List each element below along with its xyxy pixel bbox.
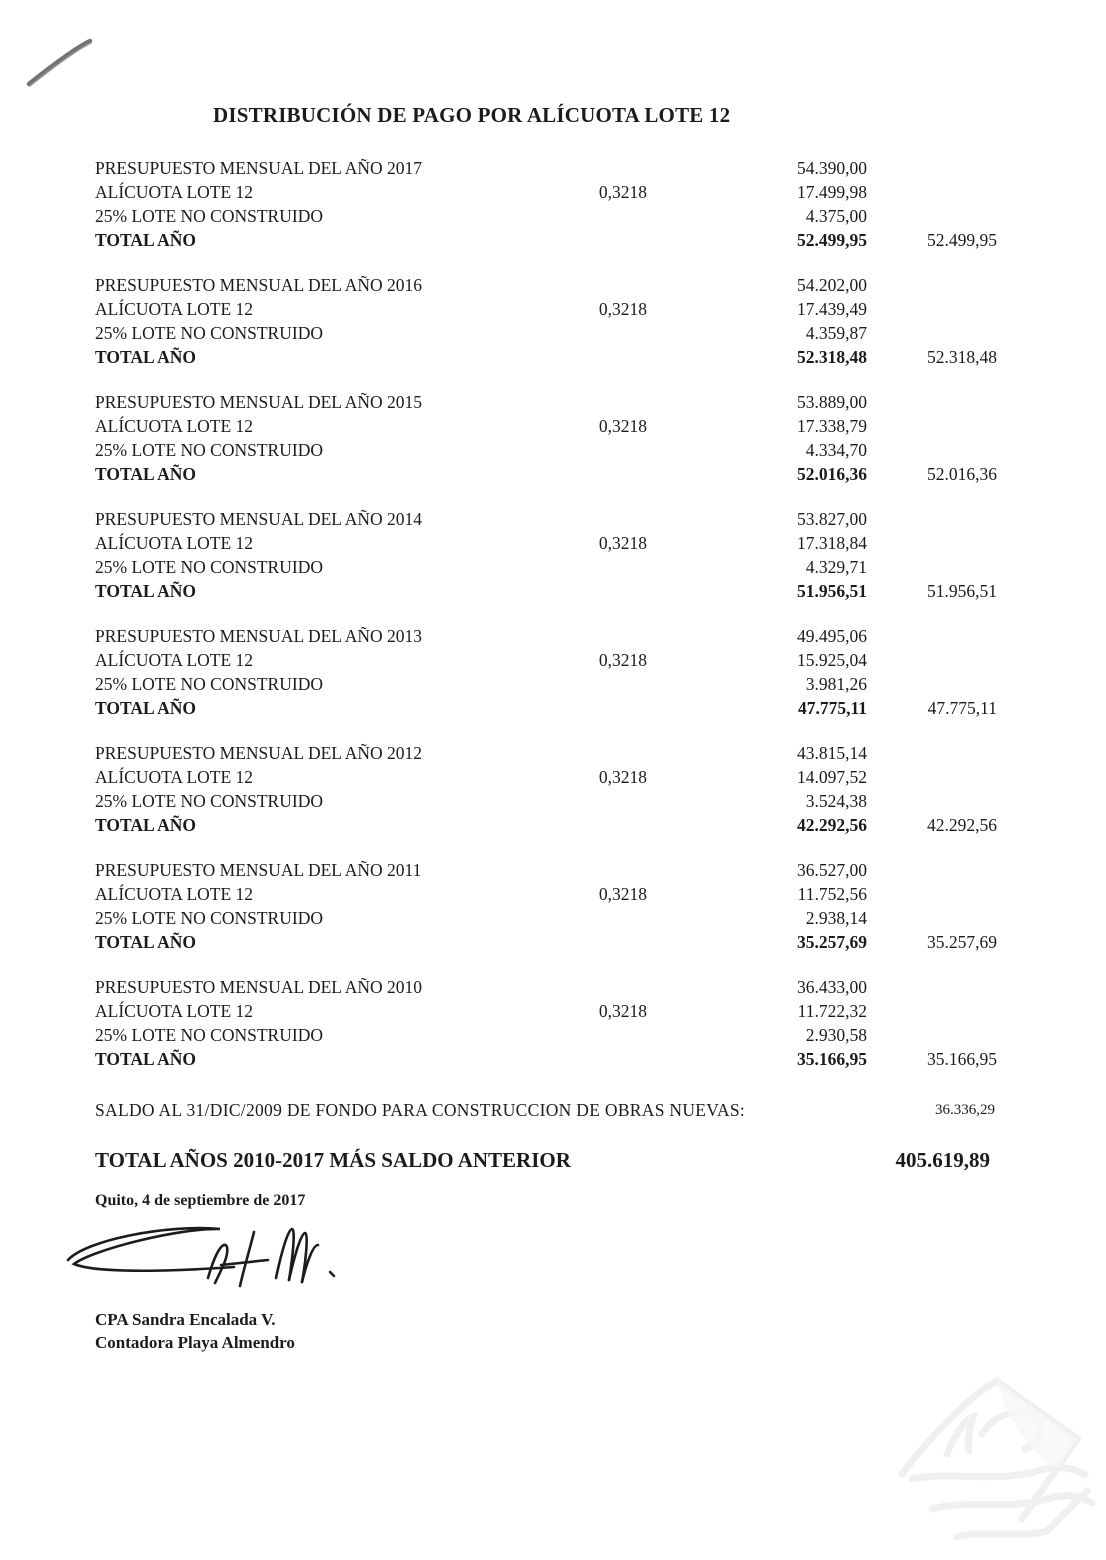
year-block bbox=[95, 624, 997, 720]
grand-total-value: 405.619,89 bbox=[895, 1148, 990, 1172]
presupuesto-value: 36.433,00 bbox=[797, 977, 867, 997]
carry-cell-empty bbox=[867, 414, 997, 438]
carry-cell-empty bbox=[867, 624, 997, 648]
factor-cell-empty bbox=[492, 507, 647, 531]
lote-no-construido-value: 4.359,87 bbox=[805, 323, 867, 343]
carry-cell-empty bbox=[867, 156, 997, 180]
alicuota-value: 17.338,79 bbox=[797, 416, 867, 436]
presupuesto-value: 53.889,00 bbox=[797, 392, 867, 412]
presupuesto-row bbox=[95, 624, 997, 648]
carry-cell-empty bbox=[867, 741, 997, 765]
factor-cell-empty bbox=[492, 228, 647, 252]
total-ano-label: TOTAL AÑO bbox=[95, 815, 196, 835]
presupuesto-label: PRESUPUESTO MENSUAL DEL AÑO 2014 bbox=[95, 509, 423, 529]
grand-total-row bbox=[95, 1146, 997, 1174]
lote-no-construido-label: 25% LOTE NO CONSTRUIDO bbox=[95, 1025, 323, 1045]
factor-cell-empty bbox=[492, 204, 647, 228]
lote-no-construido-value: 2.938,14 bbox=[805, 908, 867, 928]
total-ano-row bbox=[95, 1047, 997, 1071]
carry-cell-empty bbox=[867, 180, 997, 204]
alicuota-value: 14.097,52 bbox=[797, 767, 867, 787]
presupuesto-label: PRESUPUESTO MENSUAL DEL AÑO 2011 bbox=[95, 860, 422, 880]
total-ano-label: TOTAL AÑO bbox=[95, 698, 196, 718]
lote-no-construido-value: 2.930,58 bbox=[805, 1025, 867, 1045]
lote-no-construido-label: 25% LOTE NO CONSTRUIDO bbox=[95, 557, 323, 577]
year-block bbox=[95, 273, 997, 369]
presupuesto-row bbox=[95, 975, 997, 999]
lote-no-construido-label: 25% LOTE NO CONSTRUIDO bbox=[95, 323, 323, 343]
factor-cell-empty bbox=[492, 624, 647, 648]
factor-cell-empty bbox=[492, 789, 647, 813]
presupuesto-value: 54.202,00 bbox=[797, 275, 867, 295]
presupuesto-value: 36.527,00 bbox=[797, 860, 867, 880]
lote-no-construido-row bbox=[95, 555, 997, 579]
total-ano-value: 35.166,95 bbox=[797, 1049, 867, 1069]
carry-cell-empty bbox=[867, 273, 997, 297]
carry-cell-empty bbox=[867, 765, 997, 789]
factor-cell-empty bbox=[492, 579, 647, 603]
year-block bbox=[95, 507, 997, 603]
factor-cell-empty bbox=[492, 906, 647, 930]
total-carry-value: 52.318,48 bbox=[927, 347, 997, 367]
total-ano-value: 42.292,56 bbox=[797, 815, 867, 835]
lote-no-construido-label: 25% LOTE NO CONSTRUIDO bbox=[95, 908, 323, 928]
lote-no-construido-value: 4.334,70 bbox=[805, 440, 867, 460]
factor-cell-empty bbox=[492, 555, 647, 579]
alicuota-value: 17.439,49 bbox=[797, 299, 867, 319]
total-ano-value: 51.956,51 bbox=[797, 581, 867, 601]
lote-no-construido-value: 3.524,38 bbox=[805, 791, 867, 811]
alicuota-label: ALÍCUOTA LOTE 12 bbox=[95, 884, 254, 904]
total-ano-label: TOTAL AÑO bbox=[95, 230, 196, 250]
factor-value: 0,3218 bbox=[598, 533, 647, 553]
alicuota-label: ALÍCUOTA LOTE 12 bbox=[95, 299, 254, 319]
lote-no-construido-value: 4.375,00 bbox=[805, 206, 867, 226]
carry-cell-empty bbox=[867, 999, 997, 1023]
presupuesto-row bbox=[95, 390, 997, 414]
total-ano-value: 52.499,95 bbox=[797, 230, 867, 250]
total-ano-value: 35.257,69 bbox=[797, 932, 867, 952]
lote-no-construido-value: 4.329,71 bbox=[805, 557, 867, 577]
total-ano-value: 52.318,48 bbox=[797, 347, 867, 367]
alicuota-row bbox=[95, 297, 997, 321]
alicuota-row bbox=[95, 414, 997, 438]
total-ano-row bbox=[95, 462, 997, 486]
carry-cell-empty bbox=[867, 531, 997, 555]
total-carry-value: 35.257,69 bbox=[927, 932, 997, 952]
lote-no-construido-label: 25% LOTE NO CONSTRUIDO bbox=[95, 440, 323, 460]
factor-cell-empty bbox=[492, 438, 647, 462]
total-carry-value: 51.956,51 bbox=[927, 581, 997, 601]
factor-cell-empty bbox=[492, 1047, 647, 1071]
factor-cell-empty bbox=[492, 345, 647, 369]
watermark-mark bbox=[887, 1359, 1102, 1554]
alicuota-value: 11.752,56 bbox=[797, 884, 867, 904]
presupuesto-row bbox=[95, 273, 997, 297]
total-ano-row bbox=[95, 813, 997, 837]
saldo-row bbox=[95, 1098, 997, 1122]
total-ano-label: TOTAL AÑO bbox=[95, 581, 196, 601]
lote-no-construido-row bbox=[95, 438, 997, 462]
signer-name: CPA Sandra Encalada V. bbox=[95, 1310, 276, 1329]
year-blocks bbox=[95, 156, 997, 1071]
factor-cell-empty bbox=[492, 390, 647, 414]
carry-cell-empty bbox=[867, 438, 997, 462]
document-body bbox=[95, 156, 997, 1354]
alicuota-row bbox=[95, 180, 997, 204]
factor-value: 0,3218 bbox=[598, 767, 647, 787]
presupuesto-row bbox=[95, 156, 997, 180]
saldo-value: 36.336,29 bbox=[935, 1102, 995, 1118]
carry-cell-empty bbox=[867, 321, 997, 345]
presupuesto-label: PRESUPUESTO MENSUAL DEL AÑO 2015 bbox=[95, 392, 423, 412]
total-carry-value: 52.016,36 bbox=[927, 464, 997, 484]
carry-cell-empty bbox=[867, 555, 997, 579]
presupuesto-row bbox=[95, 507, 997, 531]
factor-value: 0,3218 bbox=[598, 416, 647, 436]
year-block bbox=[95, 858, 997, 954]
carry-cell-empty bbox=[867, 297, 997, 321]
total-ano-label: TOTAL AÑO bbox=[95, 1049, 196, 1069]
factor-value: 0,3218 bbox=[598, 884, 647, 904]
alicuota-label: ALÍCUOTA LOTE 12 bbox=[95, 767, 254, 787]
factor-cell-empty bbox=[492, 696, 647, 720]
lote-no-construido-label: 25% LOTE NO CONSTRUIDO bbox=[95, 791, 323, 811]
lote-no-construido-row bbox=[95, 204, 997, 228]
factor-cell-empty bbox=[492, 813, 647, 837]
total-ano-row bbox=[95, 930, 997, 954]
alicuota-label: ALÍCUOTA LOTE 12 bbox=[95, 416, 254, 436]
total-carry-value: 35.166,95 bbox=[927, 1049, 997, 1069]
total-ano-row bbox=[95, 228, 997, 252]
page-title: DISTRIBUCIÓN DE PAGO POR ALÍCUOTA LOTE 12 bbox=[213, 103, 731, 127]
total-ano-label: TOTAL AÑO bbox=[95, 932, 196, 952]
grand-total-label: TOTAL AÑOS 2010-2017 MÁS SALDO ANTERIOR bbox=[95, 1148, 571, 1172]
saldo-label: SALDO AL 31/DIC/2009 DE FONDO PARA CONSTRUCCION DE OBRAS NUEVAS: bbox=[95, 1100, 746, 1120]
lote-no-construido-row bbox=[95, 1023, 997, 1047]
total-ano-value: 47.775,11 bbox=[797, 698, 867, 718]
presupuesto-row bbox=[95, 741, 997, 765]
carry-cell-empty bbox=[867, 789, 997, 813]
signer-title: Contadora Playa Almendro bbox=[95, 1333, 295, 1352]
total-carry-value: 42.292,56 bbox=[927, 815, 997, 835]
alicuota-row bbox=[95, 765, 997, 789]
alicuota-row bbox=[95, 648, 997, 672]
total-ano-row bbox=[95, 345, 997, 369]
carry-cell-empty bbox=[867, 858, 997, 882]
carry-cell-empty bbox=[867, 672, 997, 696]
presupuesto-label: PRESUPUESTO MENSUAL DEL AÑO 2017 bbox=[95, 158, 423, 178]
factor-cell-empty bbox=[492, 930, 647, 954]
place-date-line: Quito, 4 de septiembre de 2017 bbox=[95, 1192, 306, 1209]
factor-cell-empty bbox=[492, 858, 647, 882]
presupuesto-label: PRESUPUESTO MENSUAL DEL AÑO 2012 bbox=[95, 743, 423, 763]
carry-cell-empty bbox=[867, 975, 997, 999]
presupuesto-label: PRESUPUESTO MENSUAL DEL AÑO 2010 bbox=[95, 977, 423, 997]
year-block bbox=[95, 156, 997, 252]
factor-value: 0,3218 bbox=[598, 650, 647, 670]
lote-no-construido-label: 25% LOTE NO CONSTRUIDO bbox=[95, 674, 323, 694]
factor-cell-empty bbox=[492, 672, 647, 696]
carry-cell-empty bbox=[867, 882, 997, 906]
factor-cell-empty bbox=[492, 321, 647, 345]
total-carry-value: 47.775,11 bbox=[927, 698, 997, 718]
alicuota-row bbox=[95, 882, 997, 906]
year-block bbox=[95, 975, 997, 1071]
alicuota-row bbox=[95, 531, 997, 555]
factor-value: 0,3218 bbox=[598, 299, 647, 319]
total-ano-row bbox=[95, 579, 997, 603]
presupuesto-value: 54.390,00 bbox=[797, 158, 867, 178]
alicuota-value: 15.925,04 bbox=[797, 650, 867, 670]
alicuota-label: ALÍCUOTA LOTE 12 bbox=[95, 1001, 254, 1021]
factor-value: 0,3218 bbox=[598, 1001, 647, 1021]
factor-cell-empty bbox=[492, 462, 647, 486]
factor-cell-empty bbox=[492, 273, 647, 297]
year-block bbox=[95, 390, 997, 486]
carry-cell-empty bbox=[867, 1023, 997, 1047]
factor-value: 0,3218 bbox=[598, 182, 647, 202]
lote-no-construido-value: 3.981,26 bbox=[805, 674, 867, 694]
lote-no-construido-row bbox=[95, 906, 997, 930]
lote-no-construido-row bbox=[95, 789, 997, 813]
carry-cell-empty bbox=[867, 648, 997, 672]
presupuesto-value: 43.815,14 bbox=[797, 743, 867, 763]
total-carry-value: 52.499,95 bbox=[927, 230, 997, 250]
carry-cell-empty bbox=[867, 390, 997, 414]
lote-no-construido-row bbox=[95, 672, 997, 696]
presupuesto-label: PRESUPUESTO MENSUAL DEL AÑO 2016 bbox=[95, 275, 423, 295]
factor-cell-empty bbox=[492, 1023, 647, 1047]
year-block bbox=[95, 741, 997, 837]
factor-cell-empty bbox=[492, 741, 647, 765]
total-ano-label: TOTAL AÑO bbox=[95, 347, 196, 367]
factor-cell-empty bbox=[492, 975, 647, 999]
presupuesto-row bbox=[95, 858, 997, 882]
carry-cell-empty bbox=[867, 204, 997, 228]
presupuesto-value: 53.827,00 bbox=[797, 509, 867, 529]
carry-cell-empty bbox=[867, 906, 997, 930]
total-ano-label: TOTAL AÑO bbox=[95, 464, 196, 484]
lote-no-construido-label: 25% LOTE NO CONSTRUIDO bbox=[95, 206, 323, 226]
alicuota-label: ALÍCUOTA LOTE 12 bbox=[95, 533, 254, 553]
presupuesto-value: 49.495,06 bbox=[797, 626, 867, 646]
alicuota-value: 17.318,84 bbox=[797, 533, 867, 553]
pen-stroke-mark bbox=[22, 34, 102, 92]
factor-cell-empty bbox=[492, 156, 647, 180]
alicuota-label: ALÍCUOTA LOTE 12 bbox=[95, 182, 254, 202]
total-ano-value: 52.016,36 bbox=[797, 464, 867, 484]
alicuota-label: ALÍCUOTA LOTE 12 bbox=[95, 650, 254, 670]
lote-no-construido-row bbox=[95, 321, 997, 345]
alicuota-row bbox=[95, 999, 997, 1023]
carry-cell-empty bbox=[867, 507, 997, 531]
alicuota-value: 17.499,98 bbox=[797, 182, 867, 202]
alicuota-value: 11.722,32 bbox=[797, 1001, 867, 1021]
presupuesto-label: PRESUPUESTO MENSUAL DEL AÑO 2013 bbox=[95, 626, 423, 646]
signature-mark bbox=[58, 1216, 358, 1308]
total-ano-row bbox=[95, 696, 997, 720]
